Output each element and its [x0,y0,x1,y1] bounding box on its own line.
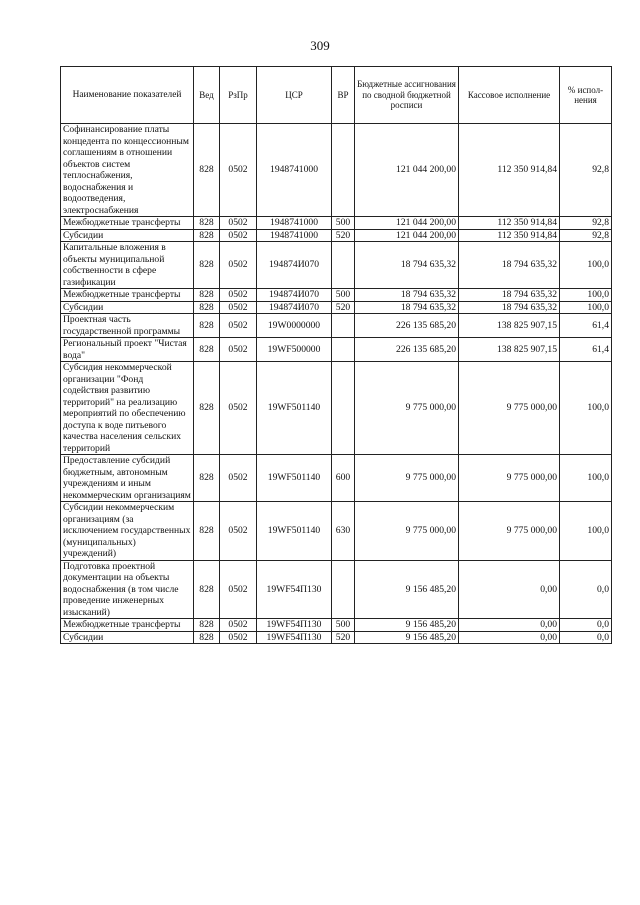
cell-vr: 600 [332,455,355,502]
cell-budget: 18 794 635,32 [355,301,459,314]
table-row [61,338,612,362]
table-row [61,242,612,289]
cell-cash: 0,00 [459,619,560,632]
table-row [61,124,612,217]
cell-ved: 828 [194,217,220,230]
table-row [61,289,612,302]
cell-csr: 19WF54П130 [257,619,332,632]
cell-name: Субсидии [61,229,194,242]
cell-name: Субсидии некоммерческим организациям (за исключением государственных (муниципальных) учреждений) [61,502,194,561]
cell-percent: 92,8 [560,217,612,230]
cell-cash: 9 775 000,00 [459,362,560,455]
cell-cash: 112 350 914,84 [459,217,560,230]
cell-ved: 828 [194,289,220,302]
cell-percent: 0,0 [560,631,612,644]
table-row [61,229,612,242]
cell-csr: 1948741000 [257,217,332,230]
cell-csr: 194874И070 [257,289,332,302]
cell-percent: 100,0 [560,502,612,561]
cell-budget: 18 794 635,32 [355,289,459,302]
cell-rzpr: 0502 [220,502,257,561]
cell-vr: 520 [332,631,355,644]
table-row [61,455,612,502]
table-row [61,217,612,230]
cell-percent: 0,0 [560,619,612,632]
cell-cash: 18 794 635,32 [459,301,560,314]
table-row [61,502,612,561]
cell-budget: 121 044 200,00 [355,217,459,230]
cell-rzpr: 0502 [220,229,257,242]
cell-cash: 112 350 914,84 [459,229,560,242]
cell-name: Субсидии [61,301,194,314]
cell-vr [332,362,355,455]
cell-ved: 828 [194,455,220,502]
cell-percent: 100,0 [560,289,612,302]
header-name: Наименование показателей [61,67,194,124]
cell-vr: 500 [332,217,355,230]
cell-rzpr: 0502 [220,619,257,632]
header-percent: % испол-нения [560,67,612,124]
cell-vr: 500 [332,289,355,302]
cell-name: Региональный проект "Чистая вода" [61,338,194,362]
header-csr: ЦСР [257,67,332,124]
cell-percent: 100,0 [560,301,612,314]
cell-name: Софинансирование платы концедента по концессионным соглашениям в отношении объектов систем теплоснабжения, водоснабжения и водоотведения, электроснабжения [61,124,194,217]
header-vr: ВР [332,67,355,124]
cell-rzpr: 0502 [220,560,257,619]
cell-ved: 828 [194,314,220,338]
cell-csr: 19WF501140 [257,455,332,502]
cell-rzpr: 0502 [220,362,257,455]
cell-cash: 9 775 000,00 [459,455,560,502]
page-number: 309 [310,38,330,53]
table-body [61,124,612,644]
cell-vr [332,242,355,289]
cell-rzpr: 0502 [220,301,257,314]
cell-percent: 100,0 [560,362,612,455]
cell-budget: 18 794 635,32 [355,242,459,289]
cell-rzpr: 0502 [220,217,257,230]
cell-vr: 520 [332,229,355,242]
cell-csr: 1948741000 [257,124,332,217]
cell-name: Межбюджетные трансферты [61,619,194,632]
header-ved: Вед [194,67,220,124]
cell-rzpr: 0502 [220,289,257,302]
cell-rzpr: 0502 [220,455,257,502]
cell-name: Межбюджетные трансферты [61,289,194,302]
cell-budget: 9 156 485,20 [355,619,459,632]
cell-name: Подготовка проектной документации на объекты водоснабжения (в том числе проведение инженерных изысканий) [61,560,194,619]
cell-name: Предоставление субсидий бюджетным, автономным учреждениям и иным некоммерческим организациям [61,455,194,502]
cell-rzpr: 0502 [220,631,257,644]
cell-ved: 828 [194,242,220,289]
cell-cash: 138 825 907,15 [459,314,560,338]
cell-vr: 630 [332,502,355,561]
cell-cash: 9 775 000,00 [459,502,560,561]
cell-rzpr: 0502 [220,242,257,289]
cell-ved: 828 [194,362,220,455]
table-row [61,314,612,338]
cell-percent: 0,0 [560,560,612,619]
table-row [61,362,612,455]
cell-budget: 121 044 200,00 [355,124,459,217]
cell-vr: 520 [332,301,355,314]
cell-csr: 194874И070 [257,301,332,314]
cell-budget: 9 156 485,20 [355,560,459,619]
cell-name: Капитальные вложения в объекты муниципальной собственности в сфере газификации [61,242,194,289]
budget-execution-table [60,66,612,644]
cell-vr [332,314,355,338]
table-row [61,301,612,314]
cell-csr: 19WF54П130 [257,560,332,619]
cell-cash: 112 350 914,84 [459,124,560,217]
cell-cash: 0,00 [459,560,560,619]
cell-ved: 828 [194,619,220,632]
cell-ved: 828 [194,560,220,619]
cell-csr: 194874И070 [257,242,332,289]
cell-csr: 19WF501140 [257,362,332,455]
cell-csr: 19WF500000 [257,338,332,362]
cell-vr: 500 [332,619,355,632]
cell-vr [332,124,355,217]
cell-csr: 19W0000000 [257,314,332,338]
cell-budget: 9 775 000,00 [355,362,459,455]
cell-budget: 226 135 685,20 [355,314,459,338]
cell-rzpr: 0502 [220,338,257,362]
cell-ved: 828 [194,301,220,314]
header-cash: Кассовое исполнение [459,67,560,124]
header-rzpr: РзПр [220,67,257,124]
cell-ved: 828 [194,124,220,217]
cell-name: Межбюджетные трансферты [61,217,194,230]
cell-percent: 100,0 [560,455,612,502]
cell-ved: 828 [194,502,220,561]
cell-percent: 61,4 [560,314,612,338]
table-row [61,560,612,619]
cell-csr: 1948741000 [257,229,332,242]
cell-ved: 828 [194,338,220,362]
cell-percent: 92,8 [560,229,612,242]
cell-percent: 100,0 [560,242,612,289]
cell-rzpr: 0502 [220,314,257,338]
cell-budget: 226 135 685,20 [355,338,459,362]
cell-csr: 19WF54П130 [257,631,332,644]
cell-ved: 828 [194,631,220,644]
cell-percent: 92,8 [560,124,612,217]
cell-budget: 121 044 200,00 [355,229,459,242]
cell-percent: 61,4 [560,338,612,362]
cell-vr [332,338,355,362]
cell-ved: 828 [194,229,220,242]
header-budget: Бюджетные ассигнования по сводной бюджетной росписи [355,67,459,124]
cell-budget: 9 775 000,00 [355,502,459,561]
table-row [61,631,612,644]
cell-cash: 18 794 635,32 [459,242,560,289]
cell-rzpr: 0502 [220,124,257,217]
cell-cash: 0,00 [459,631,560,644]
cell-csr: 19WF501140 [257,502,332,561]
cell-name: Субсидии [61,631,194,644]
cell-budget: 9 775 000,00 [355,455,459,502]
table-header-row [61,67,612,124]
cell-cash: 138 825 907,15 [459,338,560,362]
table-row [61,619,612,632]
cell-cash: 18 794 635,32 [459,289,560,302]
cell-vr [332,560,355,619]
cell-name: Проектная часть государственной программы [61,314,194,338]
cell-budget: 9 156 485,20 [355,631,459,644]
cell-name: Субсидия некоммерческой организации "Фонд содействия развитию территорий" на реализацию мероприятий по обеспечению доступа к воде питьевого качества населения сельских территорий [61,362,194,455]
